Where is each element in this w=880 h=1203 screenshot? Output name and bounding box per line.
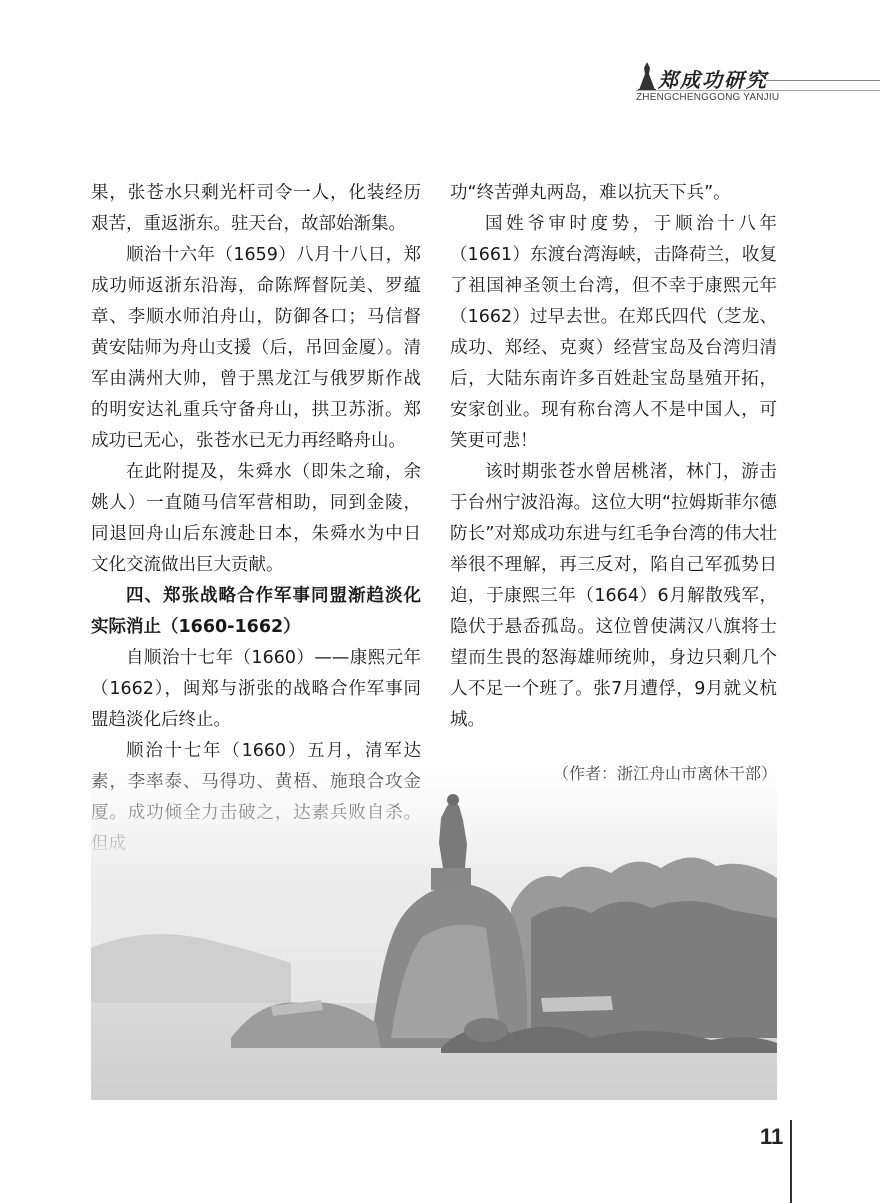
page-number: 11 xyxy=(760,1124,784,1149)
statue-island-photo xyxy=(91,748,777,1100)
section-heading: 四、郑张战略合作军事同盟渐趋淡化实际消止（1660-1662） xyxy=(91,586,421,637)
right-column xyxy=(450,178,777,789)
paragraph: 自顺治十七年（1660）——康熙元年（1662），闽郑与浙张的战略合作军事同盟趋淡化后终止。 xyxy=(91,648,421,730)
page-number-rule xyxy=(790,1120,792,1203)
header-underline xyxy=(636,90,880,91)
paragraph: 果，张苍水只剩光杆司令一人，化装经历艰苦，重返浙东。驻天台，故部始渐集。 xyxy=(91,183,421,234)
photo-illustration xyxy=(91,748,777,1100)
journal-subtitle: ZHENGCHENGGONG YANJIU xyxy=(636,92,780,103)
journal-title: 郑成功研究 xyxy=(658,68,768,92)
paragraph: 该时期张苍水曾居桃渚，林门，游击于台州宁波沿海。这位大明“拉姆斯菲尔德防长”对郑成功东进与红毛争台湾的伟大壮举很不理解，再三反对，陷自己军孤势日迫，于康熙三年（1664）6月解散残军，隐伏于悬岙孤岛。这位曾使满汉八旗将士望而生畏的怒海雄师统帅，身边只剩几个人不足一个班了。张7月遭俘，9月就义杭城。 xyxy=(450,462,777,730)
paragraph: 功“终苦弹丸两岛，难以抗天下兵”。 xyxy=(450,183,731,203)
paragraph: 在此附提及，朱舜水（即朱之瑜，余姚人）一直随马信军营相助，同到金陵，同退回舟山后东渡赴日本，朱舜水为中日文化交流做出巨大贡献。 xyxy=(91,462,421,575)
journal-header xyxy=(600,52,880,112)
header-rule xyxy=(766,80,880,81)
paragraph: 国姓爷审时度势，于顺治十八年（1661）东渡台湾海峡，击降荷兰，收复了祖国神圣领土台湾，但不幸于康熙元年（1662）过早去世。在郑氏四代（芝龙、成功、郑经、克爽）经营宝岛及台湾归清后，大陆东南许多百姓赴宝岛垦殖开拓，安家创业。现有称台湾人不是中国人，可笑更可悲！ xyxy=(450,214,777,451)
paragraph: 顺治十六年（1659）八月十八日，郑成功师返浙东沿海，命陈辉督阮美、罗蕴章、李顺水师泊舟山，防御各口；马信督黄安陆师为舟山支援（后，吊回金厦）。清军由满州大帅，曾于黑龙江与俄罗斯作战的明安达礼重兵守备舟山，拱卫苏浙。郑成功已无心，张苍水已无力再经略舟山。 xyxy=(91,245,421,451)
statue-logo-icon xyxy=(636,60,658,92)
